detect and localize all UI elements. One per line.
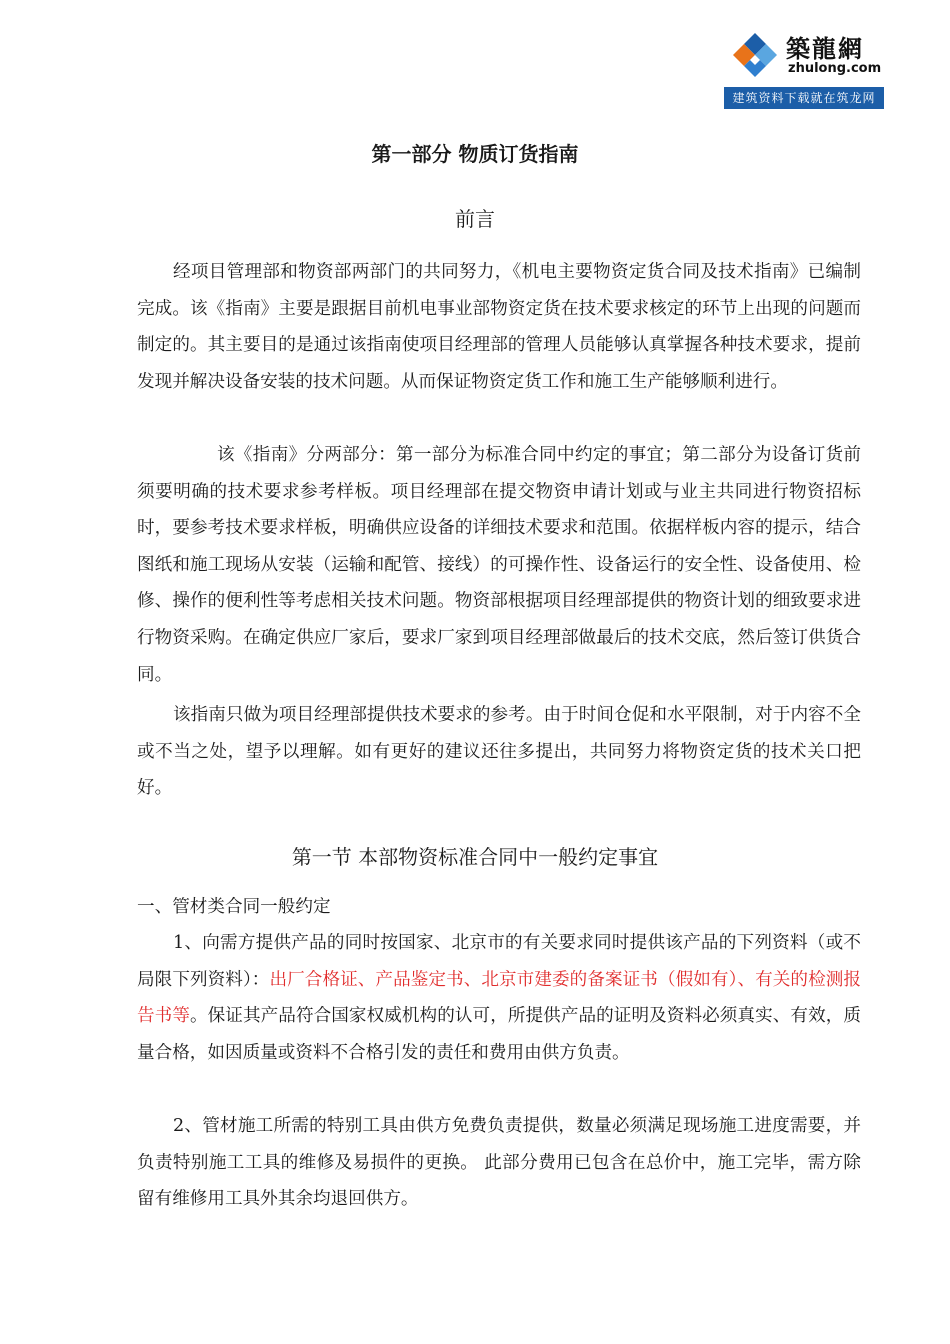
heading-pipe-contracts: 一、管材类合同一般约定 <box>137 897 331 917</box>
logo-top <box>724 23 884 85</box>
clause-1-highlight: 出厂合格证、产品鉴定书、北京市建委的备案证书（假如有）、有关的检测报告书等 <box>137 969 861 1027</box>
clause-1-text-b: 。保证其产品符合国家权威机构的认可，所提供产品的证明及资料必须真实、有效，质量合格，如因质量或资料不合格引发的责任和费用由供方负责。 <box>137 1006 861 1063</box>
preface-paragraph-1: 经项目管理部和物资部两部门的共同努力，《机电主要物资定货合同及技术指南》已编制完成。该《指南》主要是跟据目前机电事业部物资定货在技术要求核定的环节上出现的问题而制定的。其主要目的是通过该指南使项目经理部的管理人员能够认真掌握各种技术要求，提前发现并解决设备安装的技术问题。从而保证物资定货工作和施工生产能够顺利进行。 <box>137 262 861 392</box>
clause-1-text-a: 1、向需方提供产品的同时按国家、北京市的有关要求同时提供该产品的下列资料（或不局限下列资料）： <box>137 933 861 990</box>
preface-title: 前言 <box>455 207 495 231</box>
zhulong-logo <box>724 23 884 109</box>
section-title: 第一节 本部物资标准合同中一般约定事宜 <box>291 845 659 869</box>
logo-domain: zhulong.com <box>788 61 882 76</box>
clause-1 <box>137 925 861 1071</box>
logo-slogan: 建筑资料下载就在筑龙网 <box>724 87 884 109</box>
clause-2: 2、管材施工所需的特别工具由供方免费负责提供，数量必须满足现场施工进度需要，并负责特别施工工具的维修及易损件的更换。 此部分费用已包含在总价中，施工完毕，需方除留有维修用工具外其余均退回供方。 <box>137 1116 861 1210</box>
main-title: 第一部分 物质订货指南 <box>371 142 579 166</box>
preface-paragraph-3: 该指南只做为项目经理部提供技术要求的参考。由于时间仓促和水平限制，对于内容不全或不当之处，望予以理解。如有更好的建议还往多提出，共同努力将物资定货的技术关口把好。 <box>137 705 861 799</box>
logo-mark-icon <box>730 31 780 81</box>
logo-chinese-name: 築龍網 <box>786 35 864 63</box>
preface-paragraph-2: 该《指南》分两部分：第一部分为标准合同中约定的事宜；第二部分为设备订货前须要明确的技术要求参考样板。项目经理部在提交物资申请计划或与业主共同进行物资招标时，要参考技术要求样板，明确供应设备的详细技术要求和范围。依据样板内容的提示，结合图纸和施工现场从安装（运输和配管、接线）的可操作性、设备运行的安全性、设备使用、检修、操作的便利性等考虑相关技术问题。物资部根据项目经理部提供的物资计划的细致要求进行物资采购。在确定供应厂家后，要求厂家到项目经理部做最后的技术交底，然后签订供货合同。 <box>137 445 861 685</box>
